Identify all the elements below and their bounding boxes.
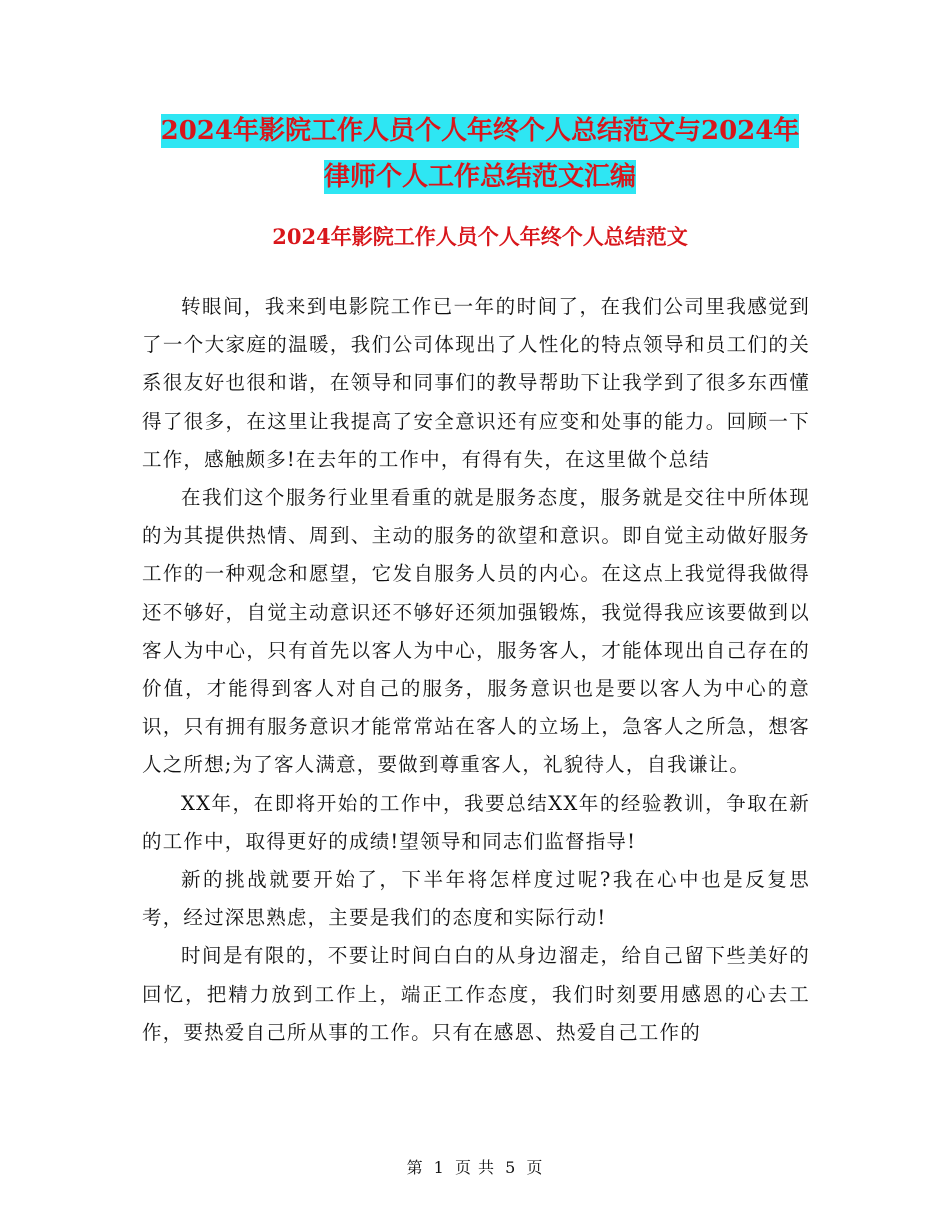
footer-suffix: 页 <box>526 1158 544 1177</box>
paragraph-3: XX年，在即将开始的工作中，我要总结XX年的经验教训，争取在新的工作中，取得更好的成绩!望领导和同志们监督指导! <box>142 791 810 853</box>
footer-page-number: 1 <box>433 1158 445 1177</box>
title-line-1: 2024年影院工作人员个人年终个人总结范文与2024年 <box>160 116 800 146</box>
document-body <box>142 288 810 1052</box>
footer-prefix: 第 <box>406 1158 424 1177</box>
footer-page-total: 5 <box>505 1158 517 1177</box>
footer-mid: 页 共 <box>454 1158 496 1177</box>
page-footer <box>0 1155 950 1178</box>
paragraph-5: 时间是有限的，不要让时间白白的从身边溜走，给自己留下些美好的回忆，把精力放到工作上，端正工作态度，我们时刻要用感恩的心去工作，要热爱自己所从事的工作。只有在感恩、热爱自己工作的 <box>142 944 810 1044</box>
document-title <box>140 108 820 200</box>
paragraph-4: 新的挑战就要开始了，下半年将怎样度过呢?我在心中也是反复思考，经过深思熟虑，主要是我们的态度和实际行动! <box>142 868 810 930</box>
section-title: 2024年影院工作人员个人年终个人总结范文 <box>272 224 688 249</box>
paragraph-2: 在我们这个服务行业里看重的就是服务态度，服务就是交往中所体现的为其提供热情、周到、主动的服务的欲望和意识。即自觉主动做好服务工作的一种观念和愿望，它发自服务人员的内心。在这点上我觉得我做得还不够好，自觉主动意识还不够好还须加强锻炼，我觉得我应该要做到以客人为中心，只有首先以客人为中心，服务客人，才能体现出自己存在的价值，才能得到客人对自己的服务，服务意识也是要以客人为中心的意识，只有拥有服务意识才能常常站在客人的立场上，急客人之所急，想客人之所想;为了客人满意，要做到尊重客人，礼貌待人，自我谦让。 <box>142 486 810 777</box>
paragraph-1: 转眼间，我来到电影院工作已一年的时间了，在我们公司里我感觉到了一个大家庭的温暖，我们公司体现出了人性化的特点领导和员工们的关系很友好也很和谐，在领导和同事们的教导帮助下让我学到了很多东西懂得了很多，在这里让我提高了安全意识还有应变和处事的能力。回顾一下工作，感触颇多!在去年的工作中，有得有失，在这里做个总结 <box>142 295 810 471</box>
title-line-2: 律师个人工作总结范文汇编 <box>323 162 636 192</box>
